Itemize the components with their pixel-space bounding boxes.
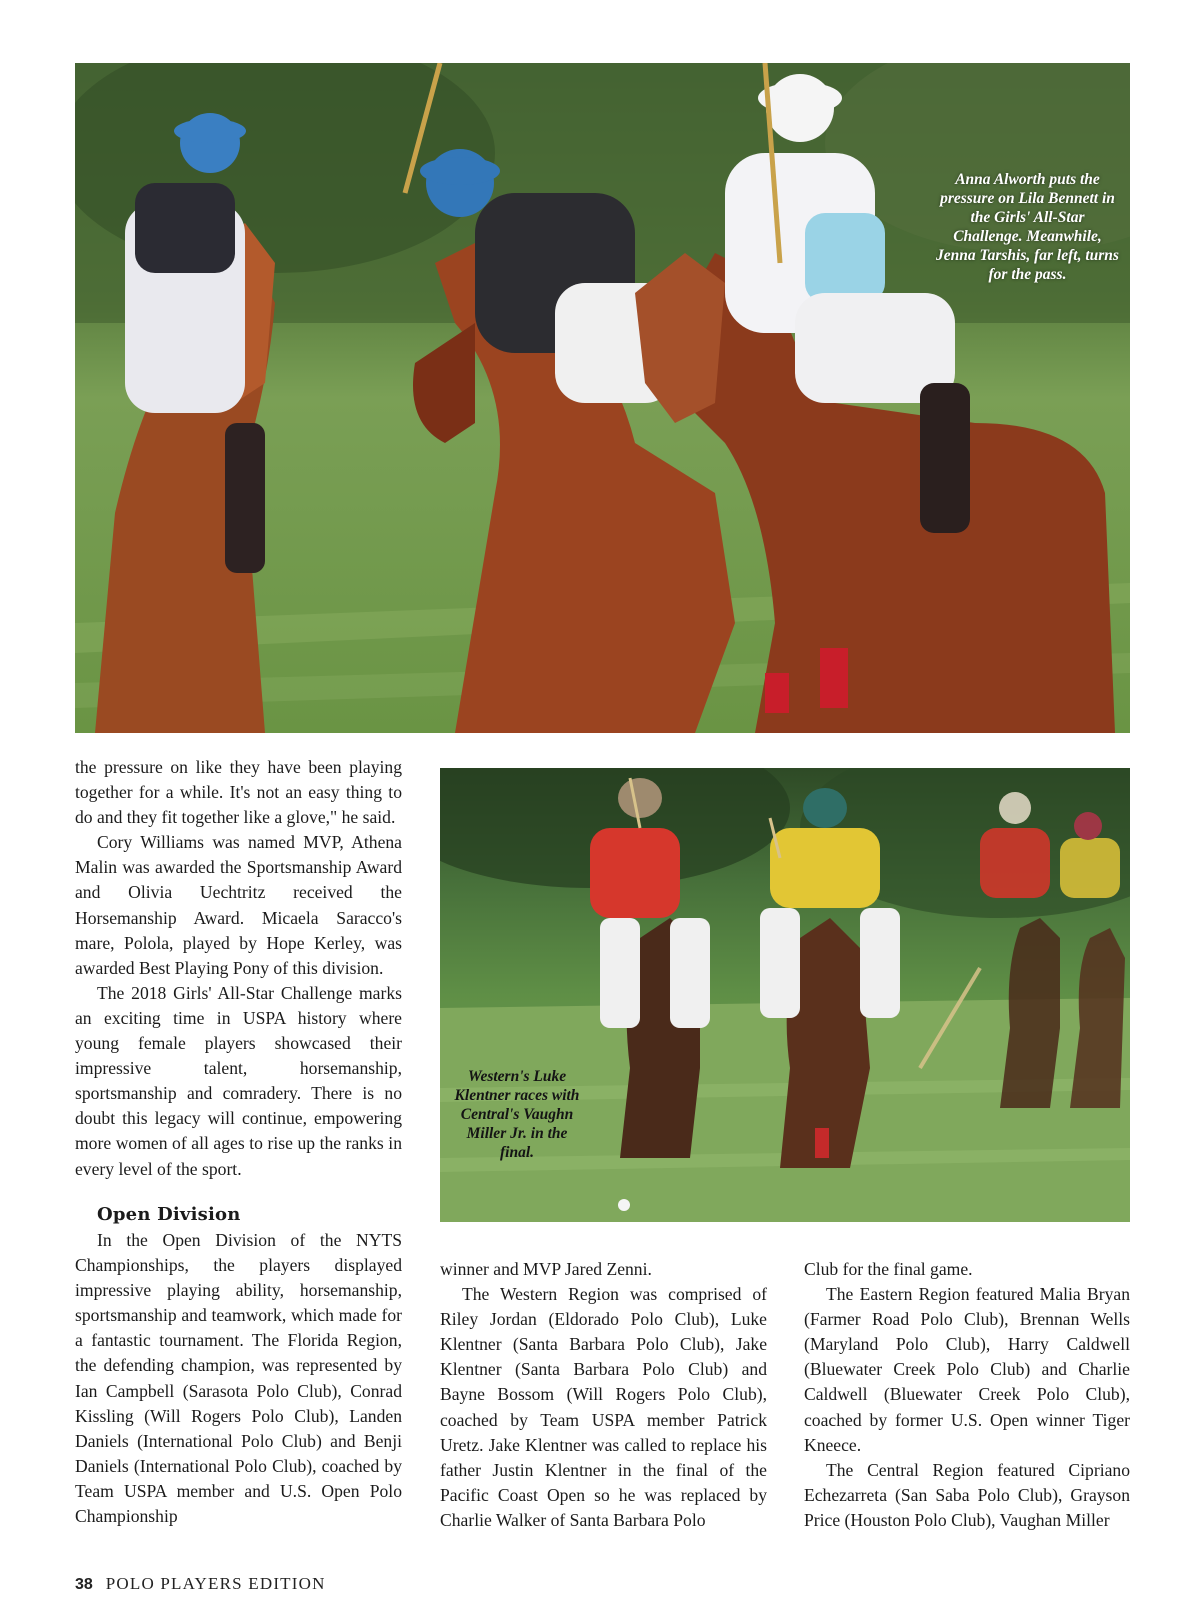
publication-name: POLO PLAYERS EDITION xyxy=(105,1574,326,1593)
page-footer xyxy=(75,1574,326,1594)
article-column-2 xyxy=(440,1257,767,1533)
article-paragraph: Club for the final game. xyxy=(804,1259,973,1279)
article-column-3 xyxy=(804,1257,1130,1533)
article-paragraph: Cory Williams was named MVP, Athena Malin was awarded the Sportsmanship Award and Olivia Uechtritz received the Horsemanship Award. Micaela Saracco's mare, Polola, played by Hope Kerley, was awarded Best Playing Pony of this division. xyxy=(75,832,402,978)
article-paragraph: The Western Region was comprised of Riley Jordan (Eldorado Polo Club), Luke Klentner (Santa Barbara Polo Club), Jake Klentner (Santa Barbara Polo Club) and Bayne Bossom (Will Rogers Polo Club), coached by Team USPA member Patrick Uretz. Jake Klentner was called to replace his father Justin Klentner in the final of the Pacific Coast Open so he was replaced by Charlie Walker of Santa Barbara Polo xyxy=(440,1284,767,1530)
middle-photo-caption: Western's Luke Klentner races with Central's Vaughn Miller Jr. in the final. xyxy=(454,1068,580,1161)
article-paragraph: In the Open Division of the NYTS Championships, the players displayed impressive playing ability, horsemanship, sportsmanship and teamwork, which made for a fantastic tournament. The Florida Region, the defending champion, was represented by Ian Campbell (Sarasota Polo Club), Conrad Kissling (Will Rogers Polo Club), Landen Daniels (International Polo Club) and Benji Daniels (International Polo Club), coached by Team USPA member and U.S. Open Polo Championship xyxy=(75,1230,402,1527)
polo-girls-challenge-image xyxy=(75,63,1130,733)
section-subheading: Open Division xyxy=(97,1204,241,1225)
article-paragraph: The Eastern Region featured Malia Bryan (Farmer Road Polo Club), Brennan Wells (Maryland Polo Club), Harry Caldwell (Bluewater Creek Polo Club) and Charlie Caldwell (Bluewater Creek Polo Club), coached by former U.S. Open winner Tiger Kneece. xyxy=(804,1284,1130,1455)
article-paragraph: winner and MVP Jared Zenni. xyxy=(440,1259,652,1279)
article-column-1-bottom xyxy=(75,1202,402,1529)
article-paragraph: The Central Region featured Cipriano Echezarreta (San Saba Polo Club), Grayson Price (Houston Polo Club), Vaughan Miller xyxy=(804,1459,1130,1530)
article-paragraph: The 2018 Girls' All-Star Challenge marks an exciting time in USPA history where young female players showcased their impressive talent, horsemanship, sportsmanship and comradery. There is no doubt this legacy will continue, empowering more women of all ages to rise up the ranks in every level of the sport. xyxy=(75,982,402,1179)
article-paragraph: the pressure on like they have been playing together for a while. It's not an easy thing to do and they fit together like a glove," he said. xyxy=(75,757,402,828)
top-photo xyxy=(75,63,1130,733)
page-number: 38 xyxy=(75,1576,93,1593)
top-photo-caption: Anna Alworth puts the pressure on Lila Bennett in the Girls' All-Star Challenge. Meanwhile, Jenna Tarshis, far left, turns for the pass. xyxy=(936,171,1119,283)
article-column-1-top xyxy=(75,755,402,1182)
